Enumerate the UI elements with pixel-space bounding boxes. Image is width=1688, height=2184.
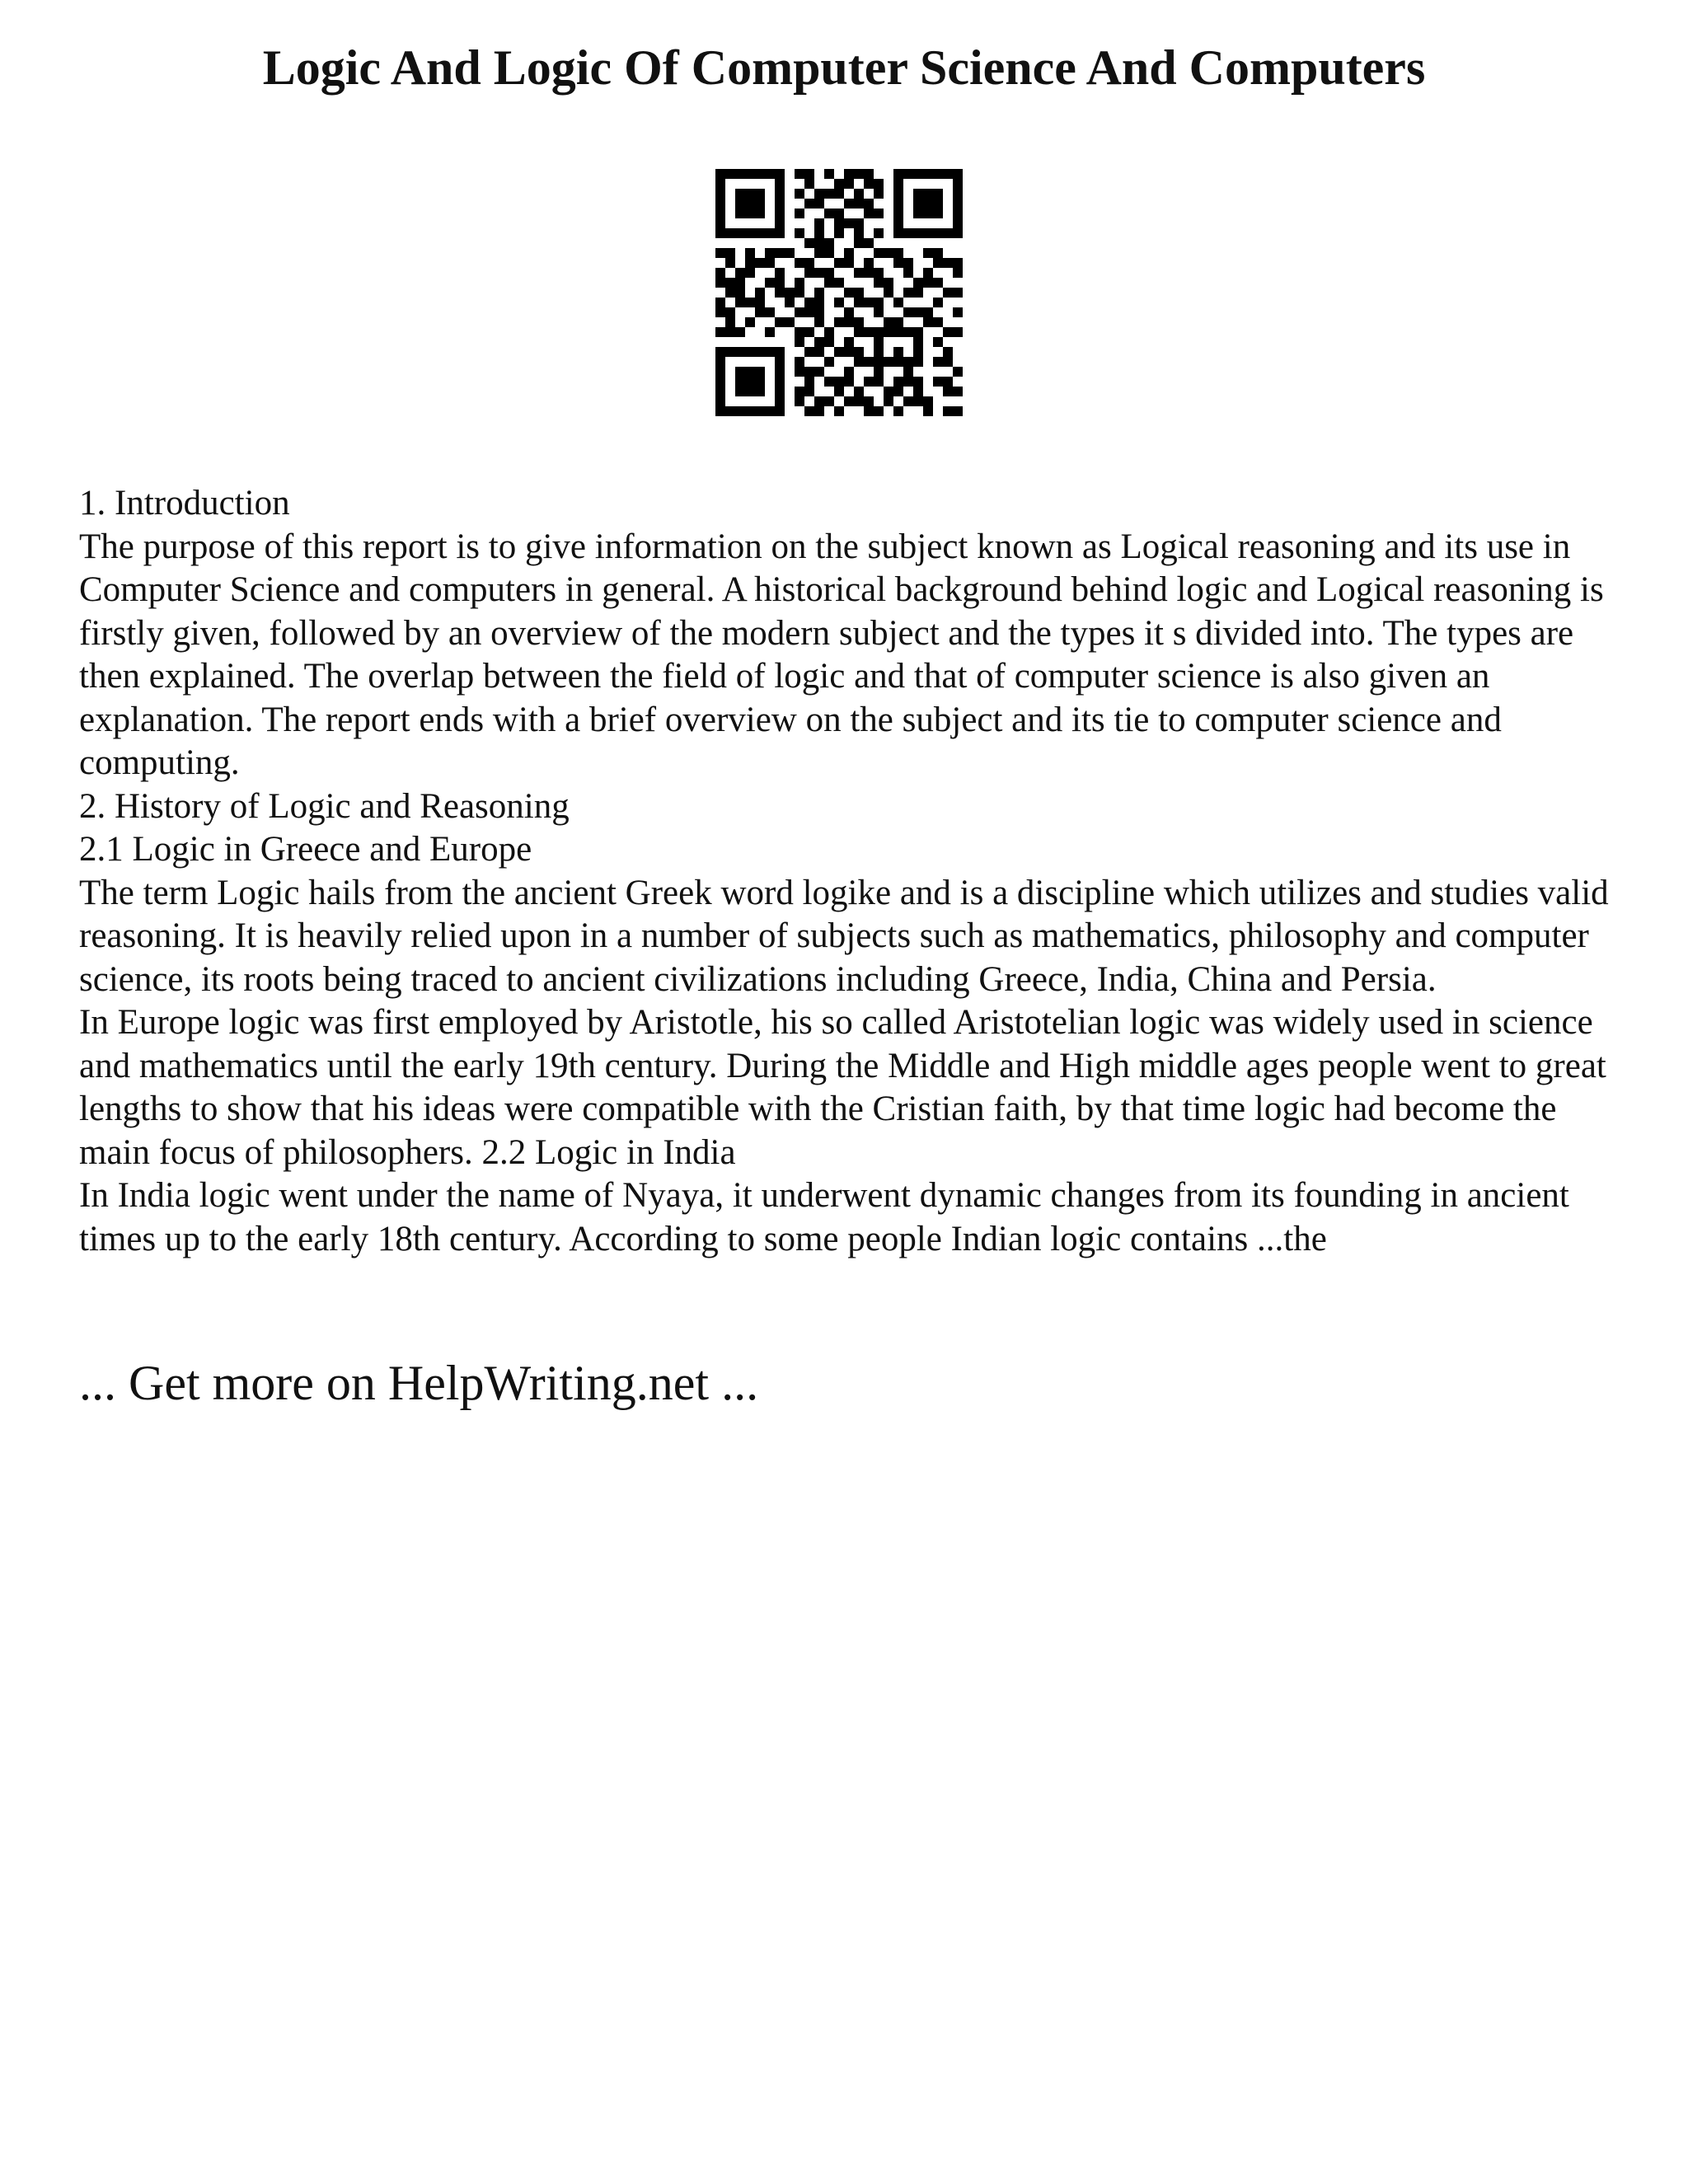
section-heading: 1. Introduction: [79, 484, 290, 523]
section-heading: 2. History of Logic and Reasoning: [79, 786, 570, 826]
qr-code-icon: [715, 169, 963, 416]
paragraph: The term Logic hails from the ancient Greek word logike and is a discipline which utilizes and studies valid reasoning. It is heavily relied upon in a number of subjects such as mathematics, philosophy and computer science, its roots being traced to ancient civilizations including Greece, India, China and Persia.: [79, 873, 1609, 999]
article-body: [79, 482, 1629, 1261]
get-more-link[interactable]: ... Get more on HelpWriting.net ...: [79, 1356, 759, 1410]
paragraph: In Europe logic was first employed by Aristotle, his so called Aristotelian logic was widely used in science and mathematics until the early 19th century. During the Middle and High middle ages people went to great lengths to show that his ideas were compatible with the Cristian faith, by that time logic had become the main focus of philosophers. 2.2 Logic in India: [79, 1003, 1606, 1172]
subsection-heading: 2.1 Logic in Greece and Europe: [79, 830, 532, 869]
page-title: Logic And Logic Of Computer Science And Computers: [262, 40, 1426, 95]
paragraph: In India logic went under the name of Nyaya, it underwent dynamic changes from its founding in ancient times up to the early 18th century. According to some people Indian logic contains ...the: [79, 1176, 1569, 1258]
qr-code-graphic: [715, 169, 963, 416]
paragraph: The purpose of this report is to give information on the subject known as Logical reasoning and its use in Computer Science and computers in general. A historical background behind logic and Logical reasoning is firstly given, followed by an overview of the modern subject and the types it s divided into. The types are then explained. The overlap between the field of logic and that of computer science is also given an explanation. The report ends with a brief overview on the subject and its tie to computer science and computing.: [79, 527, 1604, 782]
